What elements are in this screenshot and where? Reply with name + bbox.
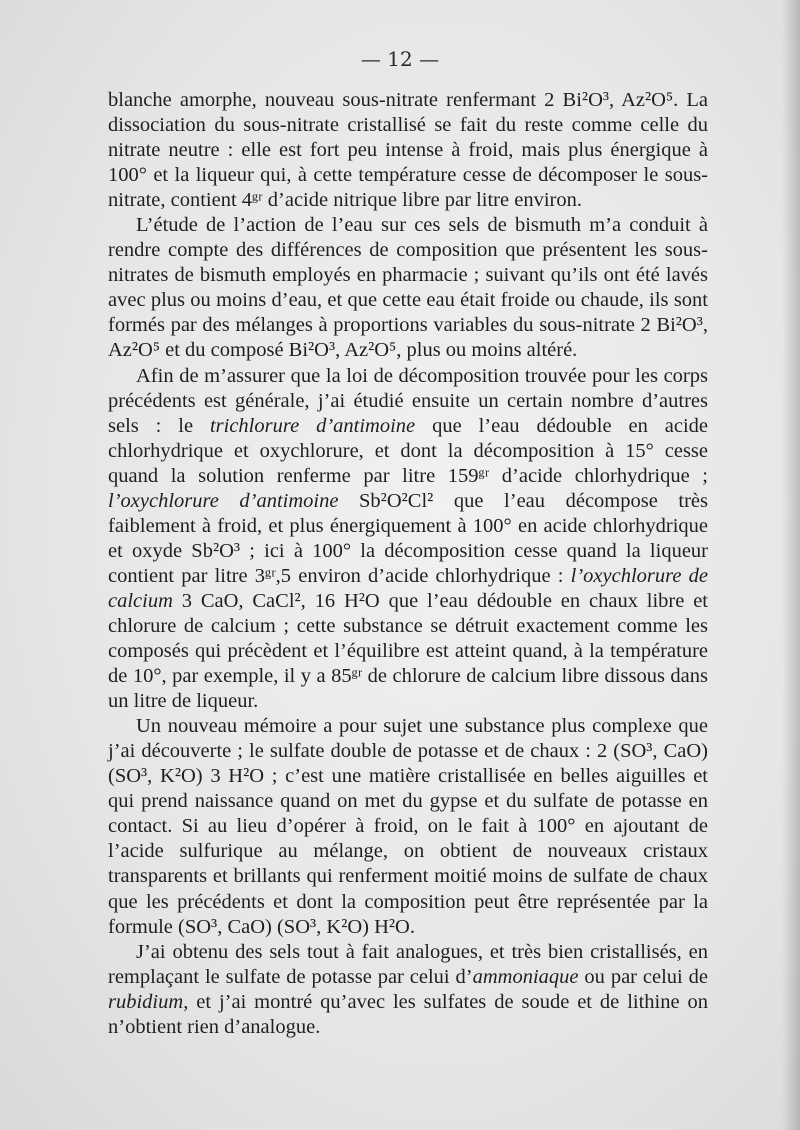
paragraph-3	[108, 364, 708, 715]
paragraph-5-text-2: ou par celui de	[578, 965, 708, 988]
paragraph-3-text-2: que l’eau dédouble en acide chlorhydrique et oxychlorure, et dont la décomposition à 15° cesse quand la solution renferme par litre 159ᵍʳ d’acide chlorhydrique ;	[108, 414, 708, 487]
paragraph-3-text-3: Sb²O²Cl² que l’eau décompose très faiblement à froid, et plus énergiquement à 100° en acide chlorhydrique et oxyde Sb²O³ ; ici à 100° la décomposition cesse quand la liqueur contient par litre 3ᵍʳ,5 environ d’acide chlorhydrique :	[108, 489, 708, 587]
term-trichlorure-antimoine: trichlorure d’antimoine	[209, 414, 416, 437]
paragraph-5	[108, 940, 708, 1040]
paragraph-1: blanche amorphe, nouveau sous-nitrate renfermant 2 Bi²O³, Az²O⁵. La dissociation du sous-nitrate cristallisé se fait du reste comme celle du nitrate neutre : elle est fort peu intense à froid, mais plus énergique à 100° et la liqueur qui, à cette température cesse de décomposer le sous-nitrate, contient 4ᵍʳ d’acide nitrique libre par litre environ.	[108, 89, 708, 212]
paragraph-3-text-4: 3 CaO, CaCl², 16 H²O que l’eau dédouble en chaux libre et chlorure de calcium ; cette substance se détruit exactement comme les composés qui précèdent et l’équilibre est atteint quand, à la température de 10°, par exemple, il y a 85ᵍʳ de chlorure de calcium libre dissous dans un litre de liqueur.	[108, 589, 708, 713]
term-rubidium: rubidium	[108, 990, 184, 1013]
page-number: — 12 —	[360, 47, 440, 71]
paragraph-5-text-3: , et j’ai montré qu’avec les sulfates de soude et de lithine on n’obtient rien d’analogue.	[108, 990, 708, 1038]
term-oxychlorure-calcium: l’oxychlorure de calcium	[108, 564, 708, 612]
paragraph-5-text-1: J’ai obtenu des sels tout à fait analogues, et très bien cristallisés, en remplaçant le sulfate de potasse par celui d’	[108, 940, 708, 988]
paragraph-4: Un nouveau mémoire a pour sujet une substance plus complexe que j’ai découverte ; le sulfate double de potasse et de chaux : 2 (SO³, CaO) (SO³, K²O) 3 H²O ; c’est une matière cristallisée en belles aiguilles et qui prend naissance quand on met du gypse et du sulfate de potasse en contact. Si au lieu d’opérer à froid, on le fait à 100° en ajoutant de l’acide sulfurique au mélange, on obtient de nouveaux cristaux transparents et brillants qui renferment moitié moins de sulfate de chaux que les précédents et dont la composition peut être représentée par la formule (SO³, CaO) (SO³, K²O) H²O.	[108, 715, 708, 938]
term-oxychlorure-antimoine: l’oxychlorure d’antimoine	[108, 489, 339, 512]
body-text	[108, 88, 708, 1040]
paragraph-3-text-1: Afin de m’assurer que la loi de décomposition trouvée pour les corps précédents est générale, j’ai étudié ensuite un certain nombre d’autres sels : le	[108, 364, 708, 437]
page-shadow-edge	[782, 0, 800, 1130]
term-ammoniaque: ammoniaque	[472, 965, 579, 988]
paragraph-2: L’étude de l’action de l’eau sur ces sels de bismuth m’a conduit à rendre compte des différences de composition que présentent les sous-nitrates de bismuth employés en pharmacie ; suivant qu’ils ont été lavés avec plus ou moins d’eau, et que cette eau était froide ou chaude, ils sont formés par des mélanges à proportions variables du sous-nitrate 2 Bi²O³, Az²O⁵ et du composé Bi²O³, Az²O⁵, plus ou moins altéré.	[108, 214, 708, 362]
